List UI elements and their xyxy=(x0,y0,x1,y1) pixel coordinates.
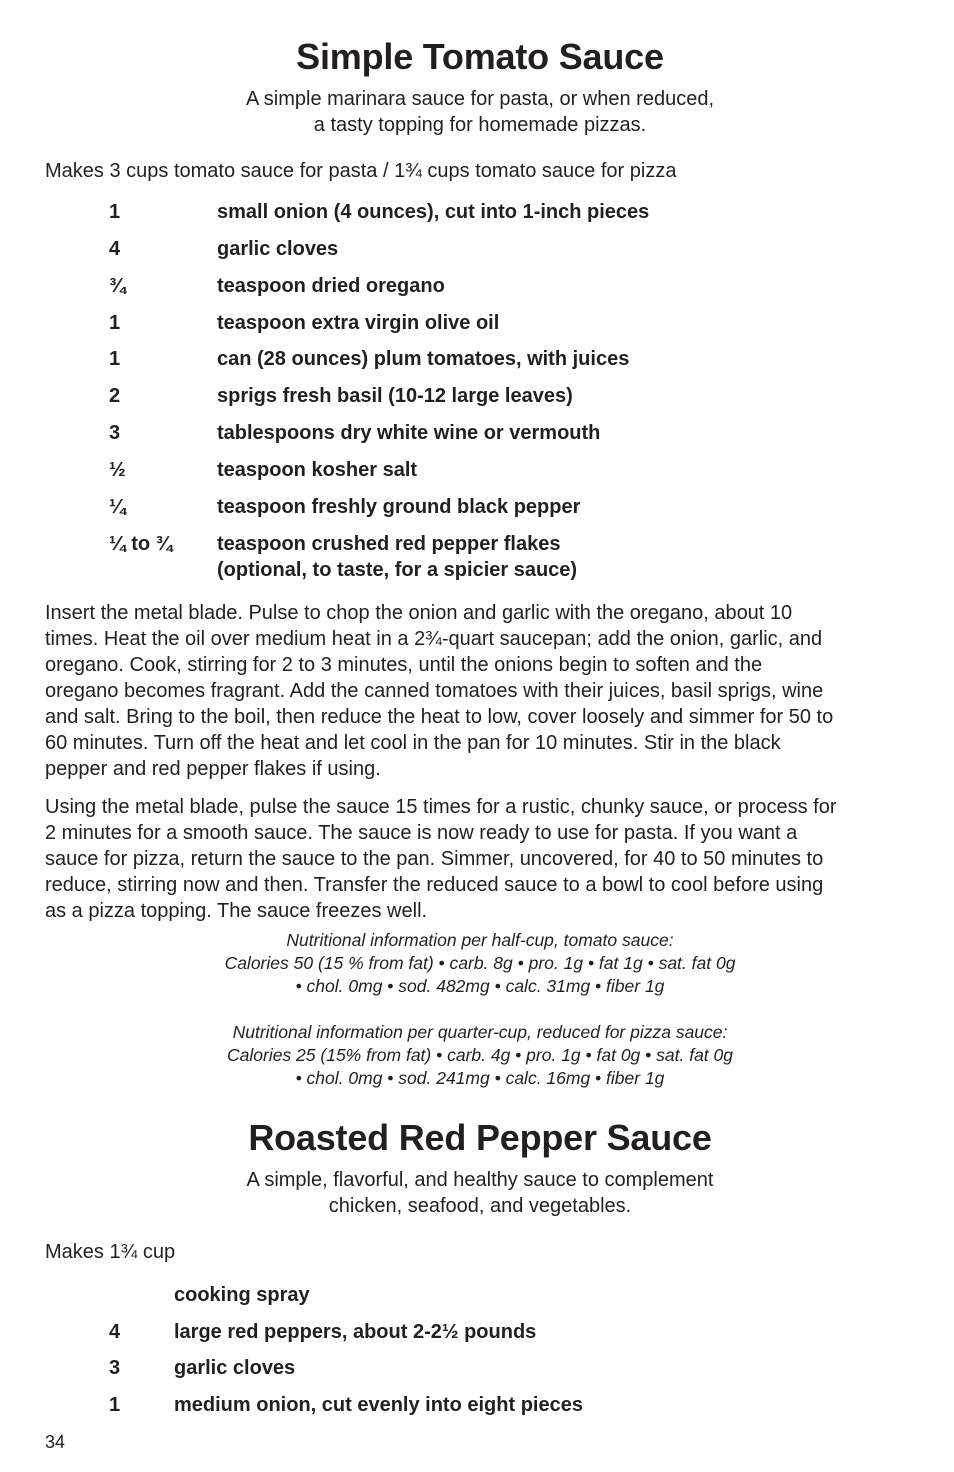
nutrition-line: • chol. 0mg • sod. 241mg • calc. 16mg • fiber 1g xyxy=(295,1068,665,1088)
nutrition-line: Nutritional information per half-cup, tomato sauce: xyxy=(286,930,674,950)
recipe-title: Roasted Red Pepper Sauce xyxy=(248,1117,712,1158)
text-line: reduce, stirring now and then. Transfer the reduced sauce to a bowl to cool before using xyxy=(45,874,824,896)
nutrition-info xyxy=(45,1021,915,1090)
subtitle-line: a tasty topping for homemade pizzas. xyxy=(313,114,647,136)
instructions-paragraph xyxy=(45,794,915,924)
text-line: oregano becomes fragrant. Add the canned tomatoes with their juices, basil sprigs, wine xyxy=(45,680,824,702)
ingredient-qty: 1 xyxy=(109,201,121,223)
ingredient-desc-note: (optional, to taste, for a spicier sauce) xyxy=(217,559,578,581)
ingredient-qty: 3 xyxy=(109,1357,121,1379)
ingredient-qty: 3 xyxy=(109,422,121,444)
page-number: 34 xyxy=(45,1432,66,1452)
ingredient-qty: ¼ to ¾ xyxy=(109,533,173,555)
ingredient-qty: 2 xyxy=(109,385,121,407)
ingredient-qty: 1 xyxy=(109,1394,121,1416)
ingredient-qty: 1 xyxy=(109,348,121,370)
recipe-title: Simple Tomato Sauce xyxy=(296,36,664,77)
text-line: sauce for pizza, return the sauce to the pan. Simmer, uncovered, for 40 to 50 minutes to xyxy=(45,848,824,870)
ingredient-desc: teaspoon crushed red pepper flakes xyxy=(217,533,561,555)
yield-text: Makes 1¾ cup xyxy=(45,1241,176,1263)
text-line: as a pizza topping. The sauce freezes well. xyxy=(45,900,428,922)
ingredient-qty: 4 xyxy=(109,1321,121,1343)
subtitle-line: A simple, flavorful, and healthy sauce to complement xyxy=(246,1169,714,1191)
ingredient-qty: 4 xyxy=(109,238,121,260)
ingredient-desc: teaspoon kosher salt xyxy=(217,459,418,481)
subtitle-line: A simple marinara sauce for pasta, or when reduced, xyxy=(245,88,715,110)
recipe-subtitle xyxy=(45,86,915,138)
text-line: times. Heat the oil over medium heat in a 2¾-quart saucepan; add the onion, garlic, and xyxy=(45,628,823,650)
yield-text: Makes 3 cups tomato sauce for pasta / 1¾ cups tomato sauce for pizza xyxy=(45,160,677,182)
ingredient-desc: medium onion, cut evenly into eight pieces xyxy=(174,1394,583,1416)
ingredient-qty: ¾ xyxy=(109,275,126,297)
nutrition-line: Calories 50 (15 % from fat) • carb. 8g • pro. 1g • fat 1g • sat. fat 0g xyxy=(224,953,736,973)
text-line: Using the metal blade, pulse the sauce 15 times for a rustic, chunky sauce, or process for xyxy=(45,796,837,818)
ingredient-desc: garlic cloves xyxy=(217,238,339,260)
ingredient-desc: cooking spray xyxy=(174,1284,310,1306)
nutrition-line: Calories 25 (15% from fat) • carb. 4g • pro. 1g • fat 0g • sat. fat 0g xyxy=(227,1045,733,1065)
ingredient-desc: teaspoon dried oregano xyxy=(217,275,445,297)
text-line: pepper and red pepper flakes if using. xyxy=(45,758,381,780)
ingredient-qty: ½ xyxy=(109,459,126,481)
text-line: and salt. Bring to the boil, then reduce the heat to low, cover loosely and simmer for 50 to xyxy=(45,706,834,728)
ingredient-desc: sprigs fresh basil (10-12 large leaves) xyxy=(217,385,573,407)
text-line: Insert the metal blade. Pulse to chop the onion and garlic with the oregano, about 10 xyxy=(45,602,793,624)
ingredient-desc: garlic cloves xyxy=(174,1357,296,1379)
recipe-subtitle xyxy=(45,1167,915,1219)
nutrition-info xyxy=(45,929,915,998)
nutrition-line: • chol. 0mg • sod. 482mg • calc. 31mg • fiber 1g xyxy=(295,976,665,996)
text-line: oregano. Cook, stirring for 2 to 3 minutes, until the onions begin to soften and the xyxy=(45,654,763,676)
text-line: 60 minutes. Turn off the heat and let cool in the pan for 10 minutes. Stir in the black xyxy=(45,732,781,754)
ingredient-desc: tablespoons dry white wine or vermouth xyxy=(217,422,601,444)
ingredient-desc: large red peppers, about 2-2½ pounds xyxy=(174,1321,537,1343)
ingredient-desc: teaspoon freshly ground black pepper xyxy=(217,496,581,518)
ingredient-qty: ¼ xyxy=(109,496,126,518)
text-line: 2 minutes for a smooth sauce. The sauce is now ready to use for pasta. If you want a xyxy=(45,822,798,844)
nutrition-line: Nutritional information per quarter-cup, reduced for pizza sauce: xyxy=(232,1022,728,1042)
ingredient-desc: can (28 ounces) plum tomatoes, with juices xyxy=(217,348,630,370)
ingredient-desc: small onion (4 ounces), cut into 1-inch pieces xyxy=(217,201,650,223)
ingredient-desc: teaspoon extra virgin olive oil xyxy=(217,312,500,334)
ingredient-qty: 1 xyxy=(109,312,121,334)
subtitle-line: chicken, seafood, and vegetables. xyxy=(328,1195,632,1217)
instructions-paragraph xyxy=(45,600,915,782)
